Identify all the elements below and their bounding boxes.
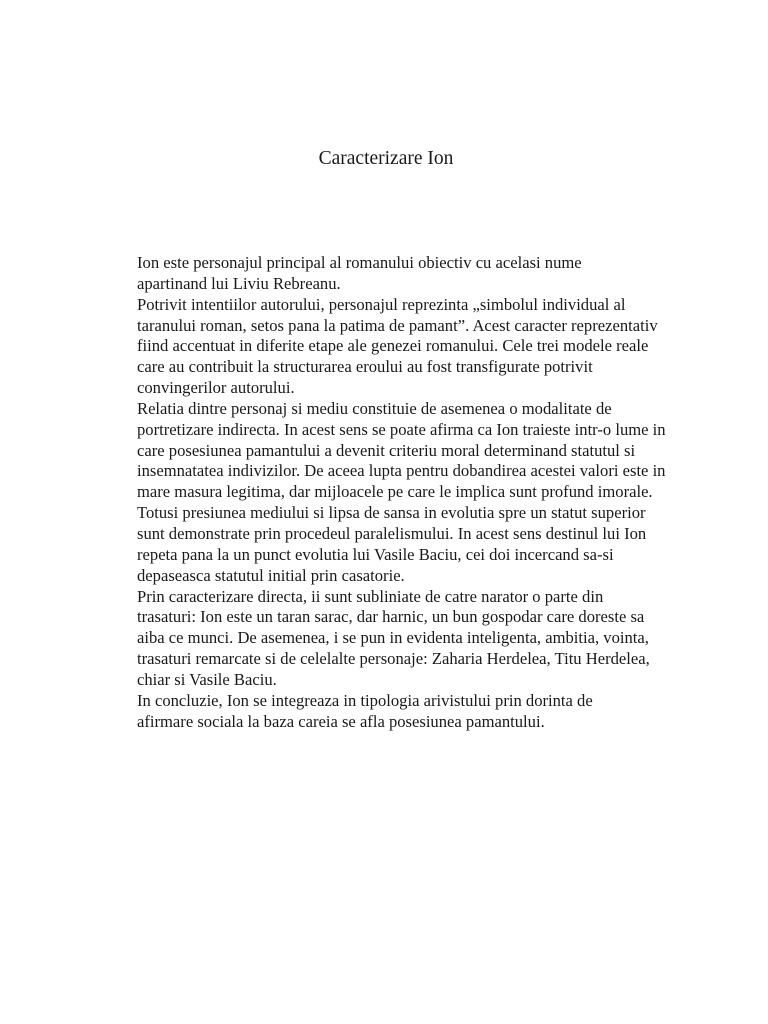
text-line: chiar si Vasile Baciu. xyxy=(137,669,277,689)
document-body xyxy=(91,253,691,732)
document-title: Caracterizare Ion xyxy=(318,148,454,169)
text-line: trasaturi remarcate si de celelalte personaje: Zaharia Herdelea, Titu Herdelea, xyxy=(137,649,650,669)
text-line: In concluzie, Ion se integreaza in tipologia arivistului prin dorinta de xyxy=(137,690,593,710)
text-line: Ion este personajul principal al romanului obiectiv cu acelasi nume xyxy=(137,253,582,272)
text-line: portretizare indirecta. In acest sens se poate afirma ca Ion traieste intr-o lume in xyxy=(137,419,666,439)
text-line: mare masura legitima, dar mijloacele pe care le implica sunt profund imorale. xyxy=(137,482,653,502)
text-line: care posesiunea pamantului a devenit criteriu moral determinand statutul si xyxy=(137,440,636,460)
text-line: apartinand lui Liviu Rebreanu. xyxy=(137,273,341,293)
paragraph-2 xyxy=(91,295,691,399)
paragraph-4 xyxy=(91,587,691,691)
paragraph-5 xyxy=(91,691,691,733)
text-line: Prin caracterizare directa, ii sunt subliniate de catre narator o parte din xyxy=(137,586,604,606)
text-line: care au contribuit la structurarea eroului au fost transfigurate potrivit xyxy=(137,357,593,377)
text-line: afirmare sociala la baza careia se afla posesiunea pamantului. xyxy=(137,711,545,731)
text-line: repeta pana la un punct evolutia lui Vasile Baciu, cei doi incercand sa-si xyxy=(137,544,614,564)
text-line: aiba ce munci. De asemenea, i se pun in evidenta inteligenta, ambitia, vointa, xyxy=(137,628,649,648)
text-line: Potrivit intentiilor autorului, personajul reprezinta „simbolul individual al xyxy=(137,294,626,314)
text-line: Totusi presiunea mediului si lipsa de sansa in evolutia spre un statut superior xyxy=(137,503,646,523)
text-line: Relatia dintre personaj si mediu constituie de asemenea o modalitate de xyxy=(137,398,612,418)
text-line: fiind accentuat in diferite etape ale genezei romanului. Cele trei modele reale xyxy=(137,336,649,356)
text-line: trasaturi: Ion este un taran sarac, dar harnic, un bun gospodar care doreste sa xyxy=(137,607,645,627)
text-line: insemnatatea indivizilor. De aceea lupta pentru dobandirea acestei valori este in xyxy=(137,461,666,481)
text-line: convingerilor autorului. xyxy=(137,378,295,398)
text-line: sunt demonstrate prin procedeul paralelismului. In acest sens destinul lui Ion xyxy=(137,523,647,543)
text-line: depaseasca statutul initial prin casatorie. xyxy=(137,565,405,585)
text-line: taranului roman, setos pana la patima de pamant”. Acest caracter reprezentativ xyxy=(137,315,658,335)
paragraph-1 xyxy=(91,253,691,295)
paragraph-3 xyxy=(91,399,691,587)
